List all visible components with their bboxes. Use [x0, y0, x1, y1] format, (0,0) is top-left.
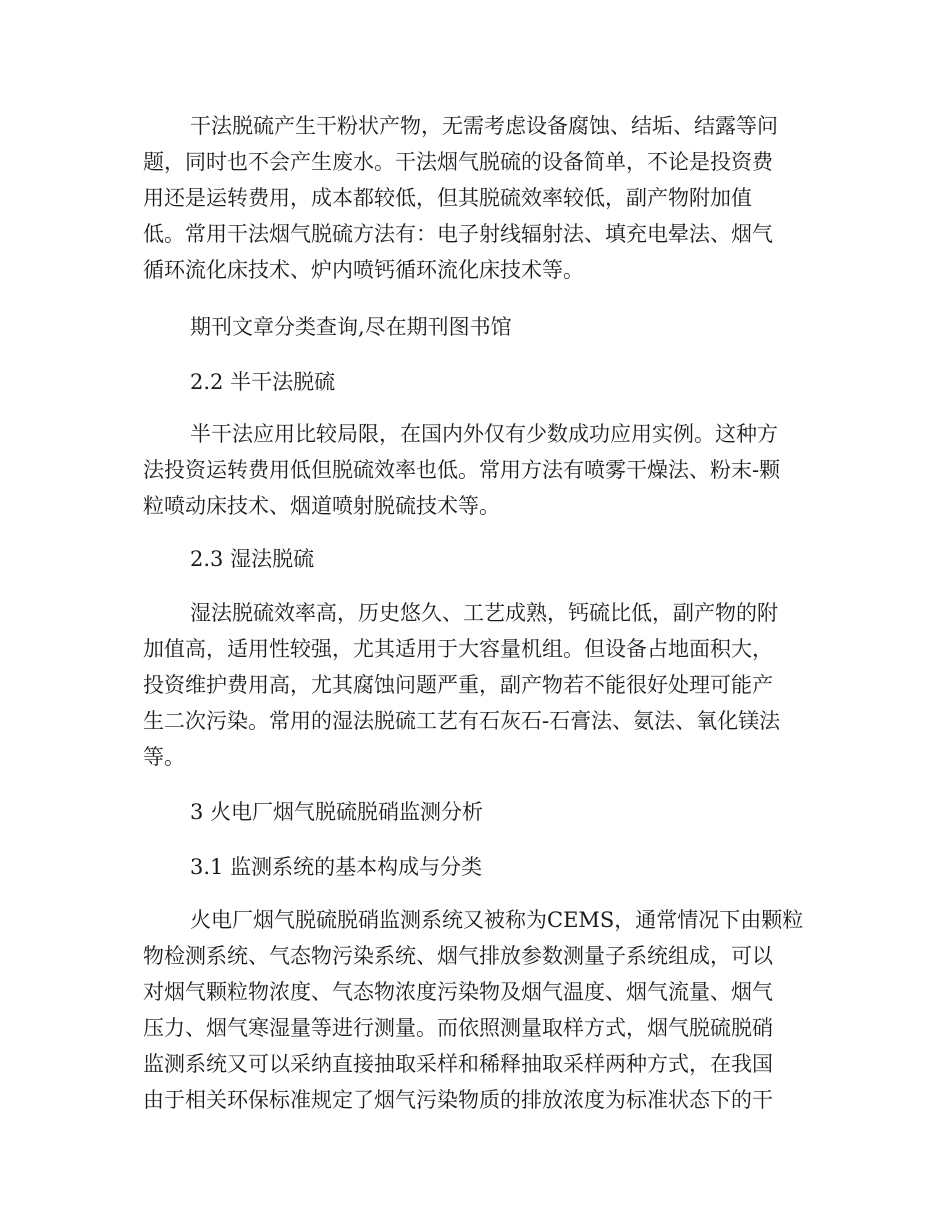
para2-line1: 半干法应用比较局限，在国内外仅有少数成功应用实例。这种方 [190, 422, 778, 446]
para1-line3: 用还是运转费用，成本都较低，但其脱硫效率较低，副产物附加值 [143, 186, 752, 210]
para4-line4: 压力、烟气寒湿量等进行测量。而依照测量取样方式，烟气脱硫脱硝 [143, 1016, 773, 1040]
para4-line6: 由于相关环保标准规定了烟气污染物质的排放浓度为标准状态下的干 [143, 1088, 773, 1112]
para2-line3: 粒喷动床技术、烟道喷射脱硫技术等。 [143, 494, 500, 518]
para1-line2: 题，同时也不会产生废水。干法烟气脱硫的设备简单，不论是投资费 [143, 150, 773, 174]
para1-line5: 循环流化床技术、炉内喷钙循环流化床技术等。 [143, 258, 584, 282]
para1-line1: 干法脱硫产生干粉状产物，无需考虑设备腐蚀、结垢、结露等问 [190, 114, 778, 138]
para3-line5: 等。 [143, 745, 185, 769]
journal-note: 期刊文章分类查询,尽在期刊图书馆 [190, 315, 512, 339]
para3-line2: 加值高，适用性较强，尤其适用于大容量机组。但设备占地面积大， [143, 637, 773, 661]
para3-line3: 投资维护费用高，尤其腐蚀问题严重，副产物若不能很好处理可能产 [143, 673, 773, 697]
para2-line2: 法投资运转费用低但脱硫效率也低。常用方法有喷雾干燥法、粉末-颗 [143, 458, 781, 482]
heading-2-3: 2.3 湿法脱硫 [190, 547, 315, 571]
para3-line1: 湿法脱硫效率高，历史悠久、工艺成熟，钙硫比低，副产物的附 [190, 601, 778, 625]
para1-line4: 低。常用干法烟气脱硫方法有：电子射线辐射法、填充电晕法、烟气 [143, 222, 773, 246]
para3-line4: 生二次污染。常用的湿法脱硫工艺有石灰石-石膏法、氨法、氧化镁法 [143, 709, 781, 733]
heading-2-2: 2.2 半干法脱硫 [190, 370, 336, 394]
para4-line1: 火电厂烟气脱硫脱硝监测系统又被称为CEMS，通常情况下由颗粒 [190, 908, 804, 932]
para4-line3: 对烟气颗粒物浓度、气态物浓度污染物及烟气温度、烟气流量、烟气 [143, 980, 773, 1004]
para4-line2: 物检测系统、气态物污染系统、烟气排放参数测量子系统组成，可以 [143, 944, 773, 968]
heading-3: 3 火电厂烟气脱硫脱硝监测分析 [190, 800, 484, 824]
para4-line5: 监测系统又可以采纳直接抽取采样和稀释抽取采样两种方式，在我国 [143, 1052, 773, 1076]
heading-3-1: 3.1 监测系统的基本构成与分类 [190, 855, 483, 879]
